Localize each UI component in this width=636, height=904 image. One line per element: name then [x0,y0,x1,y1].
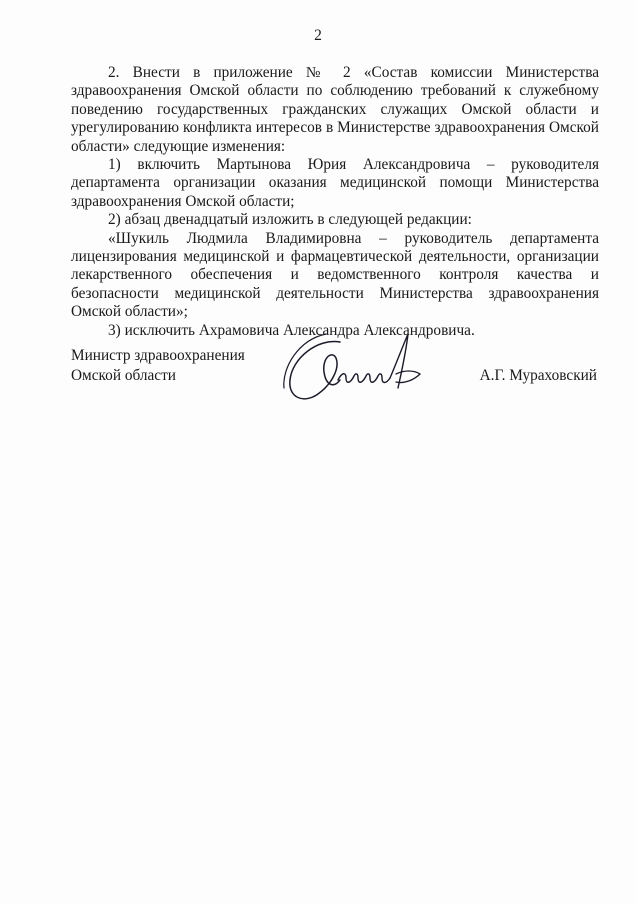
paragraph-amendment-intro: 2. Внести в приложение № 2 «Состав комиссии Министерства здравоохранения Омской области по соблюдению требований к служебному поведению государственных гражданских служащих Омской области и урегулированию конфликта интересов в Министерстве здравоохранения Омской области» следующие изменения: [71,64,599,155]
signatory-position-line-2: Омской области [71,367,176,384]
signatory-position-line-1: Министр здравоохранения [71,347,245,364]
page-number: 2 [314,27,322,44]
paragraph-item-2: 2) абзац двенадцатый изложить в следующей редакции: [108,211,472,229]
signatory-name: А.Г. Мураховский [479,367,597,384]
document-body [71,64,599,340]
signature-block [71,346,599,416]
handwritten-signature [278,328,428,418]
signatory-position [71,346,245,386]
signature-drawing [278,328,428,418]
paragraph-item-3: 3) исключить Ахрамовича Александра Александровича. [108,321,475,339]
paragraph-item-2-text: «Шукиль Людмила Владимировна – руководитель департамента лицензирования медицинской и фармацевтической деятельности, организации лекарственного обеспечения и ведомственного контроля качества и безопасности медицинской деятельности Министерства здравоохранения Омской области»; [71,229,599,321]
paragraph-item-1: 1) включить Мартынова Юрия Александровича – руководителя департамента организации оказания медицинской помощи Министерства здравоохранения Омской области; [71,156,599,210]
